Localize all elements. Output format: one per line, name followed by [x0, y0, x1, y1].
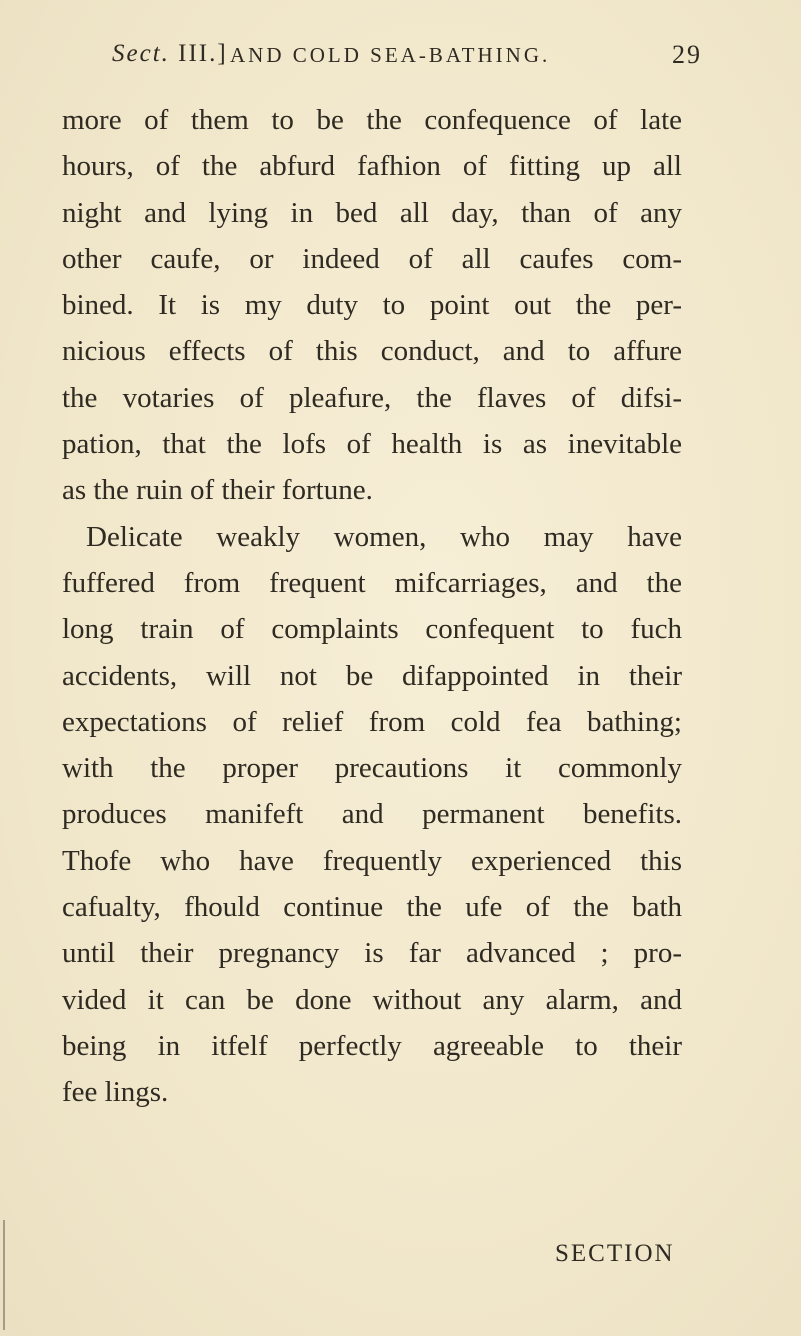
section-reference — [112, 40, 228, 68]
body-text — [62, 97, 682, 1116]
text-line: nicious effects of this conduct, and to affure — [62, 335, 682, 368]
text-line: night and lying in bed all day, than of any — [62, 196, 682, 229]
text-line: vided it can be done without any alarm, and — [62, 983, 682, 1016]
section-number: III.] — [169, 40, 228, 67]
text-line: being in itfelf perfectly agreeable to their — [62, 1029, 682, 1062]
text-line: fuffered from frequent mifcarriages, and the — [62, 566, 682, 599]
text-line: Thofe who have frequently experienced this — [62, 844, 682, 877]
page-number: 29 — [672, 40, 702, 69]
section-abbrev: Sect. — [112, 40, 170, 67]
text-line: bined. It is my duty to point out the per- — [62, 289, 682, 322]
text-line: the votaries of pleafure, the flaves of difsi- — [62, 381, 682, 414]
catchword: SECTION — [555, 1240, 675, 1267]
text-line: pation, that the lofs of health is as inevitable — [62, 428, 682, 461]
paragraph-start-line: Delicate weakly women, who may have — [86, 520, 682, 553]
text-line: other caufe, or indeed of all caufes com- — [62, 242, 682, 275]
running-title: AND COLD SEA-BATHING. — [230, 43, 551, 67]
text-line: hours, of the abfurd fafhion of fitting up all — [62, 150, 682, 183]
text-line: expectations of relief from cold fea bathing; — [62, 705, 682, 738]
page-edge-mark — [3, 1220, 5, 1330]
text-line: with the proper precautions it commonly — [62, 752, 682, 785]
text-line: cafualty, fhould continue the ufe of the bath — [62, 891, 682, 924]
paragraph-end-line: as the ruin of their fortune. — [62, 474, 373, 507]
text-line: long train of complaints confequent to fuch — [62, 613, 682, 646]
text-line: accidents, will not be difappointed in their — [62, 659, 682, 692]
running-head — [112, 40, 702, 80]
text-line: produces manifeft and permanent benefits. — [62, 798, 682, 831]
paragraph-end-line: fee lings. — [62, 1076, 169, 1109]
text-line: more of them to be the confequence of late — [62, 104, 682, 136]
text-line: until their pregnancy is far advanced ; pro- — [62, 937, 682, 970]
